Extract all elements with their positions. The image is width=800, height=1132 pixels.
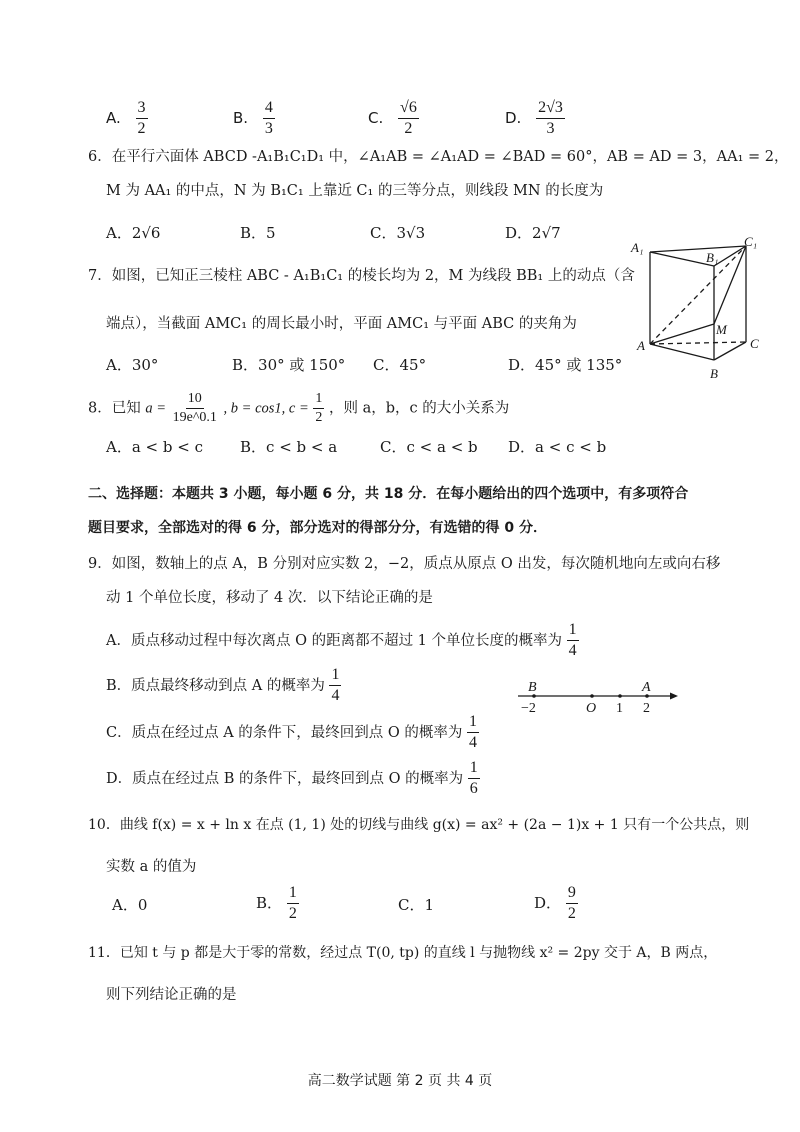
q9-option-c-denominator: 4 xyxy=(469,733,477,751)
q10-option-b xyxy=(256,885,299,923)
q10-stem-line1: 10．曲线 f(x) = x + ln x 在点 (1, 1) 处的切线与曲线 g(x) = ax² + (2a − 1)x + 1 只有一个公共点，则 xyxy=(88,817,750,833)
q9-option-a-text: A．质点移动过程中每次离点 O 的距离都不超过 1 个单位长度的概率为 xyxy=(106,632,563,649)
q5-option-c-denominator: 2 xyxy=(404,119,413,137)
q8-a-expr: a = xyxy=(145,400,167,417)
q8-suffix: ，则 a，b，c 的大小关系为 xyxy=(328,400,510,417)
numberline-tick-2: 2 xyxy=(643,701,650,716)
q5-option-a-label: A. xyxy=(106,108,121,127)
q9-option-d-numerator: 1 xyxy=(468,760,480,779)
label-c1: C₁ xyxy=(744,234,758,249)
q7-option-b: B．30° 或 150° xyxy=(232,356,346,374)
q9-option-c xyxy=(106,714,479,752)
q9-option-a-numerator: 1 xyxy=(567,622,579,641)
q10-option-d xyxy=(534,885,578,923)
q9-option-b-denominator: 4 xyxy=(331,686,340,704)
q8-stem xyxy=(88,392,509,425)
q8-prefix: 8．已知 xyxy=(88,400,141,417)
label-m: M xyxy=(716,322,727,337)
q8-option-a: A．a < b < c xyxy=(106,438,203,456)
q5-option-b xyxy=(233,100,275,138)
q7-stem-line2: 端点），当截面 AMC₁ 的周长最小时，平面 AMC₁ 与平面 ABC 的夹角为 xyxy=(106,316,577,332)
q9-option-b-text: B．质点最终移动到点 A 的概率为 xyxy=(106,677,325,694)
prism-edge-a1c1 xyxy=(650,246,746,252)
q6-option-b: B．5 xyxy=(240,224,276,242)
q5-option-a-denominator: 2 xyxy=(137,119,146,137)
q8-c-numerator: 1 xyxy=(313,392,324,409)
q10-stem-line2: 实数 a 的值为 xyxy=(106,859,197,875)
numberline-label-a: A xyxy=(642,680,651,695)
q5-option-a-numerator: 3 xyxy=(136,100,148,119)
q6-option-a: A．2√6 xyxy=(106,224,161,242)
prism-figure xyxy=(628,232,764,382)
q5-option-a xyxy=(106,100,148,138)
q5-option-d-label: D. xyxy=(505,108,522,127)
label-c: C xyxy=(750,336,759,351)
q7-option-a: A．30° xyxy=(106,356,159,374)
numberline-tick-minus2: −2 xyxy=(521,701,536,716)
q6-stem-line1: 6．在平行六面体 ABCD -A₁B₁C₁D₁ 中，∠A₁AB = ∠A₁AD = ∠BAD = 60°，AB = AD = 3，AA₁ = 2， xyxy=(88,149,789,165)
section2-instruction-line1: 二、选择题：本题共 3 小题，每小题 6 分，共 18 分．在每小题给出的四个选项中，有多项符合 xyxy=(88,486,689,502)
q5-option-c-numerator: √6 xyxy=(398,100,419,119)
q5-option-b-label: B. xyxy=(233,108,249,127)
q8-option-c: C．c < a < b xyxy=(380,438,478,456)
q5-option-c-label: C. xyxy=(368,108,384,127)
q5-option-d-denominator: 3 xyxy=(546,119,555,137)
prism-edge-ab xyxy=(650,344,714,360)
numberline-tick-origin: O xyxy=(586,701,597,716)
q9-stem-line2: 动 1 个单位长度，移动了 4 次．以下结论正确的是 xyxy=(106,590,433,606)
q5-option-d xyxy=(505,100,565,138)
q5-option-c xyxy=(368,100,419,138)
label-b: B xyxy=(710,366,718,381)
number-line-figure xyxy=(512,676,682,718)
q8-c-denominator: 2 xyxy=(315,409,323,425)
q8-a-denominator: 19e^0.1 xyxy=(172,409,217,425)
q7-option-d: D．45° 或 135° xyxy=(508,356,623,374)
q6-option-c: C．3√3 xyxy=(370,224,426,242)
numberline-label-b: B xyxy=(528,680,537,695)
q7-option-c: C．45° xyxy=(373,356,427,374)
q10-option-a: A．0 xyxy=(112,896,148,914)
label-a1: A₁ xyxy=(631,240,644,255)
numberline-tick-1: 1 xyxy=(616,701,623,716)
q7-stem-line1: 7．如图，已知正三棱柱 ABC - A₁B₁C₁ 的棱长均为 2，M 为线段 BB₁ 上的动点（含 xyxy=(88,268,635,284)
point-1-dot xyxy=(618,694,622,698)
q9-option-a xyxy=(106,622,579,660)
q10-option-d-denominator: 2 xyxy=(567,904,576,922)
q10-option-d-label: D． xyxy=(534,893,562,912)
q9-option-a-denominator: 4 xyxy=(568,641,577,659)
label-a: A xyxy=(637,338,645,353)
q10-option-b-label: B． xyxy=(256,893,283,912)
q9-option-c-numerator: 1 xyxy=(467,714,479,733)
q5-option-b-denominator: 3 xyxy=(264,119,273,137)
q10-option-b-numerator: 1 xyxy=(287,885,299,904)
q9-stem-line1: 9．如图，数轴上的点 A，B 分别对应实数 2，−2，质点从原点 O 出发，每次随机地向左或向右移 xyxy=(88,556,721,572)
prism-edge-bc xyxy=(714,342,746,360)
prism-edge-a1b1 xyxy=(650,252,714,266)
q9-option-d xyxy=(106,760,480,798)
label-b1: B₁ xyxy=(706,250,719,265)
q11-stem-line2: 则下列结论正确的是 xyxy=(106,987,237,1003)
q8-b-expr: , b = cos1, c = xyxy=(223,400,309,417)
q6-option-d: D．2√7 xyxy=(505,224,561,242)
section2-instruction-line2: 题目要求，全部选对的得 6 分，部分选对的得部分分，有选错的得 0 分． xyxy=(88,520,547,536)
q9-option-b xyxy=(106,667,341,705)
q8-a-numerator: 10 xyxy=(186,392,204,409)
q9-option-d-text: D．质点在经过点 B 的条件下，最终回到点 O 的概率为 xyxy=(106,770,464,787)
q8-option-d: D．a < c < b xyxy=(508,438,607,456)
q10-option-d-numerator: 9 xyxy=(566,885,578,904)
q8-option-b: B．c < b < a xyxy=(240,438,338,456)
number-line-arrow-icon xyxy=(670,693,678,700)
q9-option-d-denominator: 6 xyxy=(469,779,478,797)
page-footer: 高二数学试题 第 2 页 共 4 页 xyxy=(307,1073,493,1089)
q6-stem-line2: M 为 AA₁ 的中点，N 为 B₁C₁ 上靠近 C₁ 的三等分点，则线段 MN 的长度为 xyxy=(106,183,604,199)
q10-option-c: C．1 xyxy=(398,896,435,914)
q9-option-b-numerator: 1 xyxy=(329,667,341,686)
point-o-dot xyxy=(590,694,594,698)
q5-option-b-numerator: 4 xyxy=(263,100,275,119)
q5-option-d-numerator: 2√3 xyxy=(536,100,565,119)
section-edge-mc1 xyxy=(714,246,746,324)
q10-option-b-denominator: 2 xyxy=(288,904,297,922)
prism-edge-ac-hidden xyxy=(650,342,746,344)
q9-option-c-text: C．质点在经过点 A 的条件下，最终回到点 O 的概率为 xyxy=(106,724,463,741)
q11-stem-line1: 11．已知 t 与 p 都是大于零的常数，经过点 T(0, tp) 的直线 l 与抛物线 x² = 2py 交于 A，B 两点， xyxy=(88,945,718,961)
